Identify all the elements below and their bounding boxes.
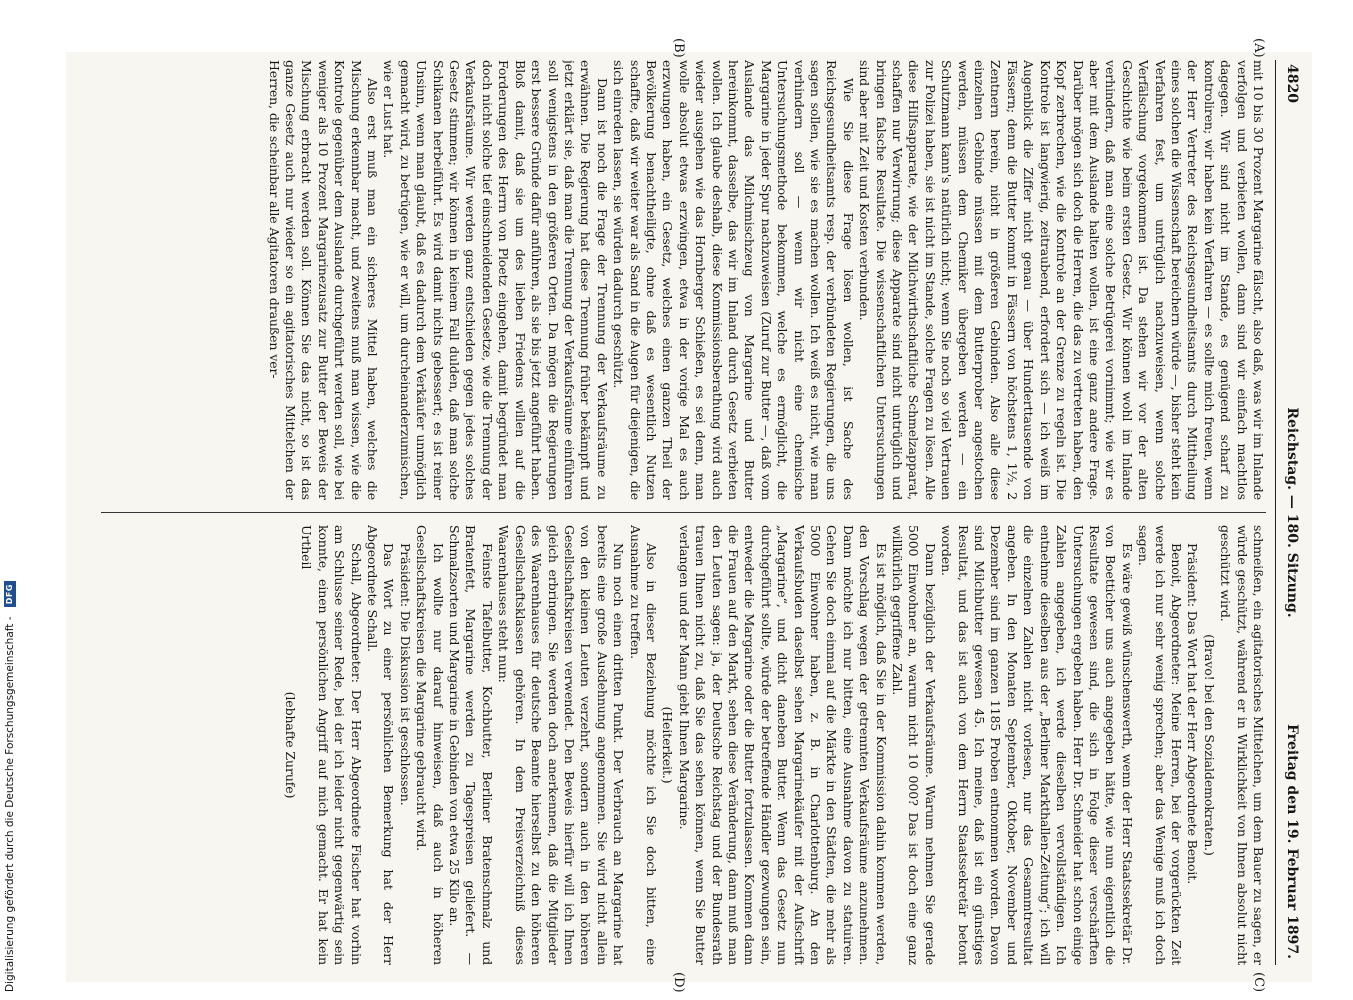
issue-date: Freitag den 19. Februar 1897. [1284, 723, 1300, 959]
credit-text: Digitalisierung gefördert durch die Deutsche Forschungsgemeinschaft - [4, 616, 16, 992]
president-remark: Präsident: Die Diskussion ist geschlossen. [397, 543, 413, 806]
paragraph: mit 10 bis 30 Prozent Margarine fälscht, also daß, was wir im Inlande verfolgen und verbieten wollen, dann sind wir einfach machtlos dagegen. Wir sind nicht im Stande, es genügend scharf zu kontroliren; wir haben kein Verfahren — es sollte mich freuen, wenn der Herr Vertreter des Reichsgesundheitsamts durch Mittheilung eines solchen die Wissenschaft bereichern würde —, bisher steht kein Verfahren fest, um untrüglich nachzuweisen, wenn solche Verfälschung vorgekommen ist. Da stehen wir vor der alten Geschichte wie beim ersten Gesetz. Wir können wohl im Inlande verhindern, daß man eine solche Betrügerei vornimmt; wie wir es aber mit dem Auslande halten wollen, ist eine ganz andere Frage. Darüber mögen sich doch die Herren, die das zu vertreten haben, den Kopf zerbrechen, wie die Kontrole an der Grenze zu regeln ist. Die Kontrole ist langwierig, zeitraubend, erfordert sich — ich weiß im Augenblick die Ziffer nicht genau — über Hunderttausende von Fässern; denn die Butter kommt in Fässern von höchstens 1, 1½, 2 Zentnern herein, nicht in größeren Gebinden. Also alle diese einzelnen Gebinde müssen mit dem Butterprober angestochen werden, müssen dem Chemiker übergeben werden — ein Schutzmann kann's natürlich nicht; wenn Sie noch so viel Vertrauen zur Polizei haben, sie ist nicht im Stande, solche Fragen zu lösen. Alle diese Hilfsapparate, wie der Milchwirthschaftliche Schmelzapparat, schaffen nur Verwirrung; diese Apparate sind nicht untrüglich und bringen falsche Resultate. Die wissenschaftlichen Untersuchungen sind aber mit Zeit und Kosten verbunden. [857, 60, 1266, 500]
paragraph: Dann bezüglich der Verkaufsräume. Warum nehmen Sie gerade 5000 Einwohner an, warum nicht 10 000? Das ist doch eine ganz willkürlich gegriffene Zahl. [890, 525, 938, 965]
speech-opening: Benoit, Abgeordneter: Meine Herren, bei der vorgerückten Zeit werde ich nur sehr wenig sprechen; aber das Wenige muß ich doch sagen. [1136, 525, 1184, 965]
personal-remark: Schall, Abgeordneter: Der Herr Abgeordnete Fischer hat vorhin am Schlusse seiner Rede, bei der ich leider nicht gegenwärtig sein konnte, einen persönlichen Angriff auf mich gemacht. Er hat kein Urtheil [299, 525, 364, 965]
margin-marker-d: (D) [671, 972, 686, 993]
interjection: (Heiterkeit.) [660, 706, 676, 784]
page-number: 4820 [1284, 64, 1300, 103]
president-remark: Präsident: Das Wort hat der Herr Abgeordnete Benoit. [1185, 543, 1201, 885]
paragraph: Dann ist noch die Frage der Trennung der Verkaufsräume zu erwähnen. Die Regierung hat diese Trennung früher bekämpft und jetzt erklärt sie, daß man die Trennung der Verkaufsräume einführen soll wenigstens in den größeren Orten. Da mögen die Regierungen erst bessere Gründe dafür anführen, als sie bis jetzt angeführt haben. Bloß damit, daß sie um des lieben Friedens willen auf die Forderungen des Herrn von Ploetz eingehen, damit begründet man doch nicht solche tief einschneidenden Gesetze, wie die Trennung der Verkaufsräume. Wir werden ganz entschieden gegen jedes solches Gesetz stimmen; wir können in keinem Fall dulden, daß man solche Schikanen herbeiführt. Es wird damit nichts gebessert; es ist reiner Unsinn, wenn man glaubt, daß es dadurch dem Verkäufer unmöglich gemacht wird, zu betrügen, wie er will, um durcheinanderzumischen, wie er Lust hat. [381, 60, 610, 500]
paragraph: Es ist möglich, daß Sie in der Kommission dahin kommen werden, den Vorschlag wegen der getrennten Verkaufsräume anzunehmen. Dann möchte ich nur bitten, eine Ausnahme davon zu statuiren. Gehen Sie doch einmal auf die Märkte in den Städten, die mehr als 5000 Einwohner haben, z. B. in Charlottenburg. An den Verkaufsbuden daselbst sehen Margarinekäufer mit der Aufschrift „Margarine“, und dicht daneben Butter. Wenn das Gesetz nun durchgeführt sollte, würde der betreffende Händler gezwungen sein, entweder die Margarine oder die Butter fortzulassen. Kommen dann die Frauen auf den Markt, sehen diese Veränderung, dann muß man den Leuten sagen: ja, der Deutsche Reichstag und der Bundesrath trauen Ihnen nicht zu, daß Sie das sehen können, wenn Sie Butter verlangen und der Mann giebt Ihnen Margarine. [676, 525, 889, 965]
paragraph: Es wäre gewiß wünschenswerth, wenn der Herr Staatssekretär Dr. von Boetticher uns auch angegeben hätte, wie nun eigentlich die Resultate gewesen sind, die sich in Folge dieser verschärften Untersuchungen ergeben haben. Herr Dr. Schneider hat schon einige Zahlen angegeben, ich werde dieselben vervollständigen. Ich entnehme dieselben aus der „Berliner Markthallen-Zeitung“; ich will die einzelnen Zahlen nicht vorlesen, nur das Gesammtresultat angeben. In den Monaten September, Oktober, November und Dezember sind im ganzen 1185 Proben entnommen worden. Davon sind Milchbutter gewesen 45. Ich meine, daß ist ein günstiges Resultat, und das ist auch von dem Herrn Staatssekretär betont worden. [939, 525, 1135, 965]
paragraph: Ich wollte nur darauf hinweisen, daß auch in höheren Gesellschaftskreisen die Margarine gebraucht wird. [414, 525, 446, 965]
right-column [101, 525, 1266, 965]
left-column [101, 60, 1266, 500]
running-head: Reichstag. — 180. Sitzung. [1284, 407, 1300, 618]
interjection: (Bravo! bei den Sozialdemokraten.) [1201, 634, 1217, 856]
rotated-page-content [90, 38, 1306, 993]
dfg-logo: DFG [4, 581, 16, 607]
paragraph: schmeißen, ein agitatorisches Mittelchen, um dem Bauer zu sagen, er würde geschützt, während er in Wirklichkeit von Ihnen absolut nicht geschützt wird. [1218, 525, 1266, 965]
paragraph: Nun noch einen dritten Punkt. Der Verbrauch an Margarine hat bereits eine große Ausdehnung angenommen. Sie wird nicht allein von den kleinen Leuten verzehrt, sondern auch in den höheren Gesellschaftskreisen verwendet. Den Beweis hierfür will ich Ihnen gleich erbringen. Sie werden doch anerkennen, daß die Mitglieder des Waarenhauses für deutsche Beamte hierselbst zu den höheren Gesellschaftsklassen gehören. In dem Preisverzeichniß dieses Waarenhauses steht nun: [496, 525, 627, 965]
margin-marker-a: (A) [1251, 38, 1266, 58]
paragraph: Also in dieser Beziehung möchte ich Sie doch bitten, eine Ausnahme zu treffen. [627, 525, 659, 965]
paragraph: Also erst muß man ein sicheres Mittel haben, welches die Mischung erkennbar macht, und zweitens muß man wissen, wie die Kontrole gegenüber dem Auslande durchgeführt werden soll, wie bei weniger als 10 Prozent Margarinezusatz zur Butter der Beweis der Mischung erbracht werden soll. Können Sie das nicht, so ist das ganze Gesetz auch nur wieder so ein agitatorisches Mittelchen der Herren, die scheinbar alle Agitatoren draußen ver- [266, 60, 381, 500]
quoted-price-list: Feinste Tafelbutter, Kochbutter, Berliner Bratenschmalz und Bratenfett, Margarine werden zu Tagespreisen geliefert. — Schmalzsorten und Margarine in Gebinden von etwa 25 Kilo an. [447, 525, 495, 965]
margin-marker-c: (C) [1251, 972, 1266, 993]
paragraph: Wie Sie diese Frage lösen wollen, ist Sache des Reichsgesundheitsamts resp. der verbündeten Regierungen, die uns sagen sollen, wie sie es machen wollen. Ich weiß es nicht, wie man verhindern soll — wenn wir nicht eine chemische Untersuchungsmethode bekommen, welche es ermöglicht, die Margarine in jeder Spur nachzuweisen (Zuruf zur Butter —, daß vom Auslande das Milchmischzeug von Margarine und Butter hereinkommt, dasselbe, das wir im Inland durch Gesetz verbieten wollen. Ich glaube deshalb, diese Kommissionsberathung wird auch wieder ausgehen wie das Hornberger Schießen, es sei denn, man wolle absolut etwas erzwingen, etwa in der vorige Mal es auch erzwungen haben, ein Gesetz, welches einen ganzen Theil der Bevölkerung benachtheiligte, ohne daß es wesentlich Nutzen schaffte, daß wir weiter war als Sand in die Augen für diejenigen, die sich einreden lassen, sie würden dadurch geschützt. [611, 60, 856, 500]
paragraph: Das Wort zu einer persönlichen Bemerkung hat der Herr Abgeordnete Schall. [365, 525, 397, 965]
page-header [1275, 60, 1306, 965]
column-divider [101, 512, 1266, 513]
interjection: (lebhafte Zurufe) [283, 691, 299, 799]
margin-marker-b: (B) [671, 38, 686, 58]
